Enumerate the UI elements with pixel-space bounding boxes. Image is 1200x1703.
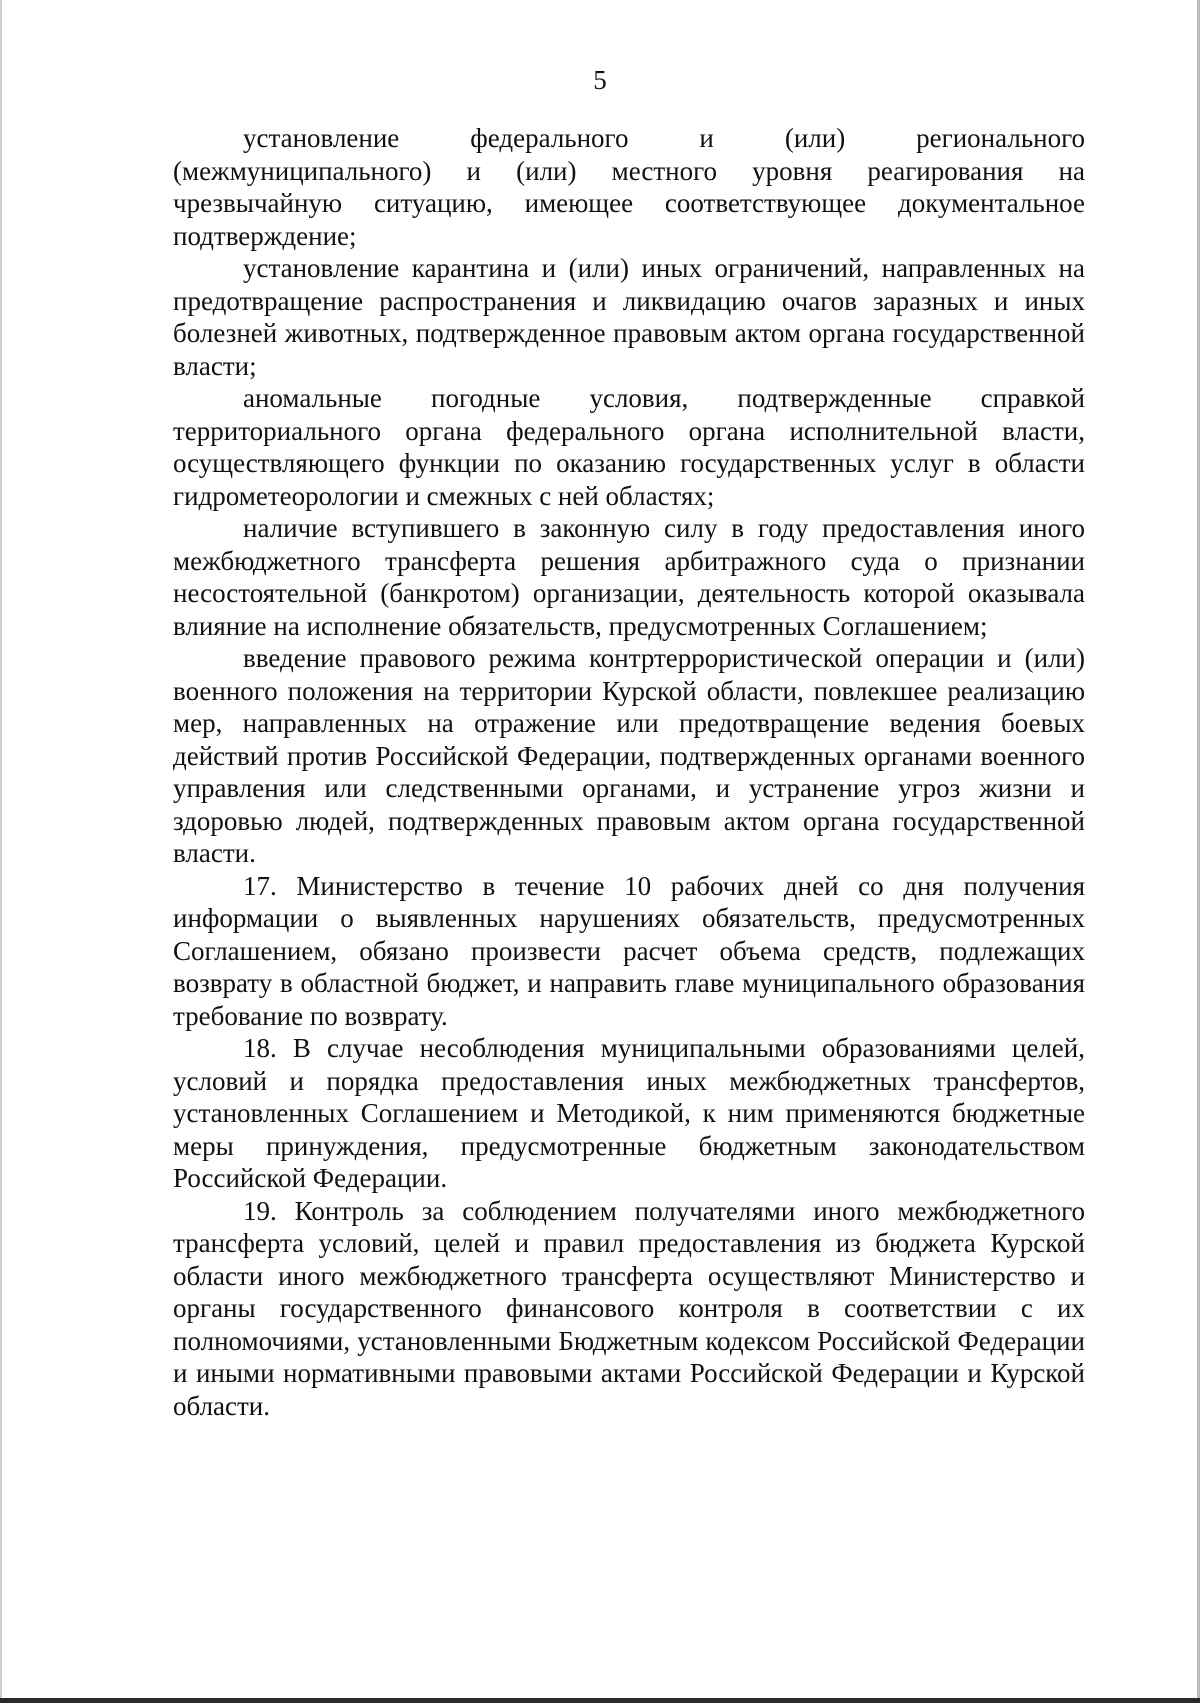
paragraph-emergency-response: установление федерального и (или) регионального (межмуниципального) и (или) местного уровня реагирования на чрезвычайную ситуацию, имеющее соответствующее документальное подтверждение; [173, 123, 1085, 251]
paragraph-clause-18: 18. В случае несоблюдения муниципальными образованиями целей, условий и порядка предоставления иных межбюджетных трансфертов, установленных Соглашением и Методикой, к ним применяются бюджетные меры принуждения, предусмотренные бюджетным законодательством Российской Федерации. [173, 1033, 1085, 1193]
paragraph-clause-19: 19. Контроль за соблюдением получателями иного межбюджетного трансферта условий, целей и правил предоставления из бюджета Курской области иного межбюджетного трансферта осуществляют Министерство и органы государственного финансового контроля в соответствии с их полномочиями, установленными Бюджетным кодексом Российской Федерации и иными нормативными правовыми актами Российской Федерации и Курской области. [173, 1195, 1085, 1421]
paragraph-weather-conditions: аномальные погодные условия, подтвержденные справкой территориального органа федерального органа исполнительной власти, осуществляющего функции по оказанию государственных услуг в области гидрометеорологии и смежных с ней областях; [173, 383, 1085, 511]
paragraph-counterterrorism-regime: введение правового режима контртеррористической операции и (или) военного положения на территории Курской области, повлекшее реализацию мер, направленных на отражение или предотвращение ведения боевых действий против Российской Федерации, подтвержденных органами военного управления или следственными органами, и устранение угроз жизни и здоровью людей, подтвержденных правовым актом органа государственной власти. [173, 643, 1085, 868]
paragraph-quarantine: установление карантина и (или) иных ограничений, направленных на предотвращение распространения и ликвидацию очагов заразных и иных болезней животных, подтвержденное правовым актом органа государственной власти; [173, 253, 1085, 381]
paragraph-bankruptcy: наличие вступившего в законную силу в году предоставления иного межбюджетного трансферта решения арбитражного суда о признании несостоятельной (банкротом) организации, деятельность которой оказывала влияние на исполнение обязательств, предусмотренных Соглашением; [173, 513, 1085, 641]
paragraph-clause-17: 17. Министерство в течение 10 рабочих дней со дня получения информации о выявленных нарушениях обязательств, предусмотренных Соглашением, обязано произвести расчет объема средств, подлежащих возврату в областной бюджет, и направить главе муниципального образования требование по возврату. [173, 870, 1085, 1031]
document-body [173, 122, 1085, 1422]
page-number: 5 [593, 65, 607, 95]
scan-edge-bottom [0, 1698, 1200, 1703]
scan-edge-left [0, 0, 2, 1703]
